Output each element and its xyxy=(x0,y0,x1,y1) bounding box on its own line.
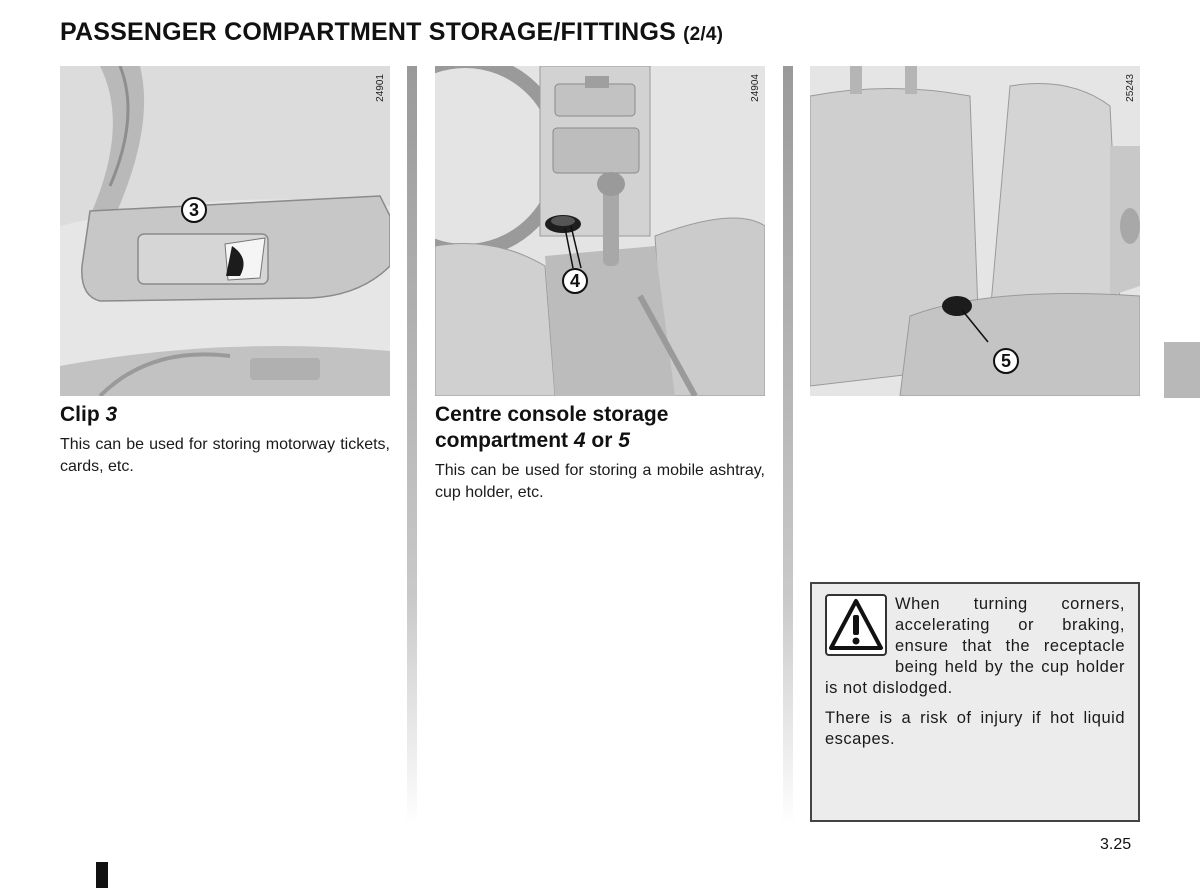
margin-mark xyxy=(96,862,108,888)
warning-triangle-icon xyxy=(825,594,887,656)
clip-heading-text: Clip xyxy=(60,403,100,426)
figure-sun-visor xyxy=(60,66,390,396)
clip-number: 3 xyxy=(105,403,118,426)
console-heading-line2: compartment xyxy=(435,429,569,452)
figure-reference: 24904 xyxy=(750,74,761,102)
console-number-b: 5 xyxy=(618,429,630,452)
figure-reference: 24901 xyxy=(375,74,386,102)
figure-rear-console xyxy=(810,66,1140,396)
clip-description: This can be used for storing motorway tickets, cards, etc. xyxy=(60,436,390,475)
figure-centre-console xyxy=(435,66,765,396)
column-divider-left xyxy=(407,66,417,826)
callout-5: 5 xyxy=(993,348,1019,374)
title-part: (2/4) xyxy=(683,24,724,45)
clip-heading xyxy=(60,402,117,428)
page-number: 3.25 xyxy=(1100,836,1132,853)
warning-paragraph-2: There is a risk of injury if hot liquid escapes. xyxy=(825,709,1125,748)
page-title xyxy=(60,18,723,47)
console-heading xyxy=(435,402,775,454)
callout-4: 4 xyxy=(562,268,588,294)
console-number-a: 4 xyxy=(573,429,586,452)
console-heading-line1: Centre console storage xyxy=(435,403,669,426)
sun-visor-illustration xyxy=(60,66,390,396)
column-divider-right xyxy=(783,66,793,826)
console-description: This can be used for storing a mobile ashtray, cup holder, etc. xyxy=(435,462,765,501)
title-text: PASSENGER COMPARTMENT STORAGE/FITTINGS xyxy=(60,18,676,46)
callout-3: 3 xyxy=(181,197,207,223)
figure-reference: 25243 xyxy=(1125,74,1136,102)
warning-paragraph-1: When turning corners, accelerating or braking, ensure that the receptacle being held by the cup holder is not dislodged. xyxy=(825,595,1125,697)
console-connector: or xyxy=(591,429,613,452)
warning-box xyxy=(810,582,1140,822)
centre-console-illustration xyxy=(435,66,765,396)
rear-console-illustration xyxy=(810,66,1140,396)
chapter-tab xyxy=(1164,342,1200,398)
